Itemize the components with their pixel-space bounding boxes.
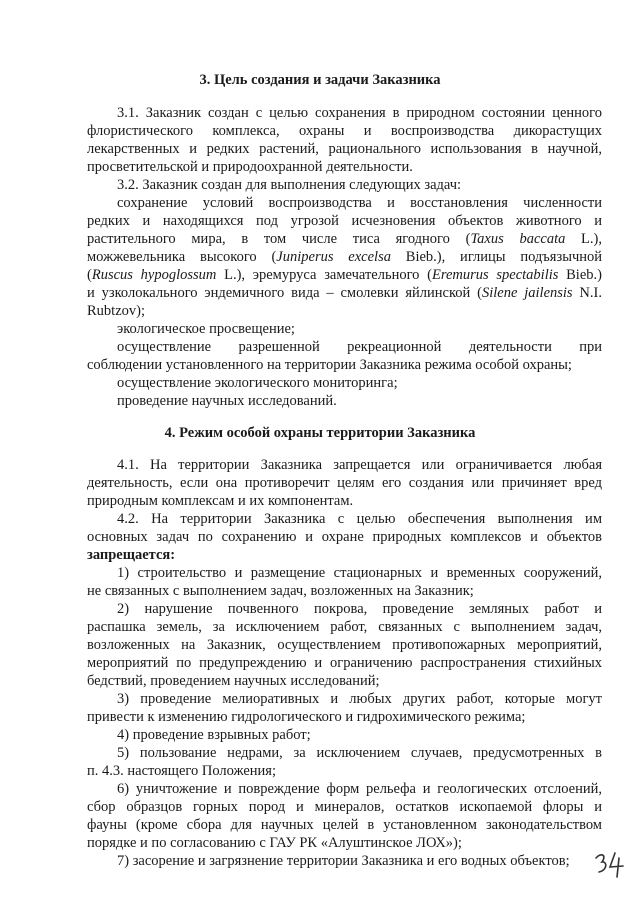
paragraph-3-1-line: лекарственных и редких растений, рационального использования в научной, xyxy=(87,141,602,157)
task-1-text: L.), xyxy=(565,231,602,247)
item-3-line: 3) проведение мелиоративных и любых других работ, которые могут xyxy=(117,691,602,707)
task-1-line xyxy=(87,230,602,248)
task-4: осуществление экологического мониторинга; xyxy=(117,375,398,391)
item-2-line: распашка земель, за исключением работ, связанных с выполнением задач, xyxy=(87,619,602,635)
task-1-line: сохранение условий воспроизводства и восстановления численности xyxy=(117,195,602,211)
item-2-line: бедствий, проведением научных исследований; xyxy=(87,673,380,689)
handwritten-page-number xyxy=(593,850,627,884)
section-3-heading: 3. Цель создания и задачи Заказника xyxy=(199,72,441,88)
species-name: Taxus baccata xyxy=(470,231,566,247)
item-1-line: 1) строительство и размещение стационарных и временных сооружений, xyxy=(117,565,602,581)
paragraph-4-2-line: 4.2. На территории Заказника с целью обеспечения выполнения им xyxy=(117,511,602,527)
paragraph-3-1-line: 3.1. Заказник создан с целью сохранения в природном состоянии ценного xyxy=(117,105,602,121)
item-2-line: возложенных на Заказник, осуществлением противопожарных мероприятий, xyxy=(87,637,602,653)
task-1-text: ( xyxy=(87,267,92,283)
paragraph-4-1-line: деятельность, если она противоречит целям его создания или причиняет вред xyxy=(87,475,602,491)
item-6-line: фауны (кроме сбора для научных целей в установленном законодательством xyxy=(87,817,602,833)
item-2-line: мероприятий по предупреждению и ограничению распространения стихийных xyxy=(87,655,602,671)
task-1-text: Bieb.) xyxy=(558,267,602,283)
task-1-line: редких и находящихся под угрозой исчезновения объектов животного и xyxy=(87,213,602,229)
paragraph-3-1-line: флористического комплекса, охраны и воспроизводства дикорастущих xyxy=(87,123,602,139)
item-3-line: привести к изменению гидрологического и гидрохимического режима; xyxy=(87,709,526,725)
item-5-line: п. 4.3. настоящего Положения; xyxy=(87,763,277,779)
item-1-line: не связанных с выполнением задач, возложенных на Заказник; xyxy=(87,583,474,599)
task-3-line: осуществление разрешенной рекреационной деятельности при xyxy=(117,339,602,355)
task-1-line xyxy=(87,266,602,284)
item-4-line: 4) проведение взрывных работ; xyxy=(117,727,311,743)
paragraph-4-2-line: основных задач по сохранению и охране природных комплексов и объектов xyxy=(87,529,602,545)
paragraph-3-1-line: просветительской и природоохранной деятельности. xyxy=(87,159,413,175)
item-6-line: сбор образцов горных пород и минералов, остатков ископаемой флоры и xyxy=(87,799,602,815)
paragraph-3-2-intro: 3.2. Заказник создан для выполнения следующих задач: xyxy=(117,177,462,193)
prohibited-label: запрещается: xyxy=(87,547,176,563)
task-1-line xyxy=(87,248,602,266)
paragraph-4-1-line: природным комплексам и их компонентам. xyxy=(87,493,354,509)
species-name: Ruscus hypoglossum xyxy=(91,267,217,283)
task-1-text: можжевельника высокого ( xyxy=(87,249,277,265)
item-6-line: порядке и по согласованию с ГАУ РК «Алуштинское ЛОХ»); xyxy=(87,835,462,851)
item-2-line: 2) нарушение почвенного покрова, проведение земляных работ и xyxy=(117,601,602,617)
item-5-line: 5) пользование недрами, за исключением случаев, предусмотренных в xyxy=(117,745,602,761)
task-2: экологическое просвещение; xyxy=(117,321,295,337)
species-name: Juniperus excelsa xyxy=(276,249,391,265)
task-1-text: и узколокального эндемичного вида – смолевки яйлинской ( xyxy=(87,285,482,301)
task-1-line xyxy=(87,284,602,302)
task-1-text: L.), эремуруса замечательного ( xyxy=(216,267,432,283)
task-1-text: растительного мира, в том числе тиса ягодного ( xyxy=(87,231,471,247)
paragraph-4-1-line: 4.1. На территории Заказника запрещается или ограничивается любая xyxy=(117,457,602,473)
item-7-line: 7) засорение и загрязнение территории Заказника и его водных объектов; xyxy=(117,853,570,869)
task-1-line: Rubtzov); xyxy=(87,303,145,319)
item-6-line: 6) уничтожение и повреждение форм рельефа и геологических отслоений, xyxy=(117,781,602,797)
species-name: Silene jailensis xyxy=(481,285,573,301)
species-name: Eremurus spectabilis xyxy=(432,267,559,283)
task-1-text: N.I. xyxy=(572,285,602,301)
task-1-text: Bieb.), иглицы подъязычной xyxy=(390,249,602,265)
section-4-heading: 4. Режим особой охраны территории Заказника xyxy=(164,425,476,441)
task-3-line: соблюдении установленного на территории Заказника режима особой охраны; xyxy=(87,357,572,373)
task-5: проведение научных исследований. xyxy=(117,393,337,409)
